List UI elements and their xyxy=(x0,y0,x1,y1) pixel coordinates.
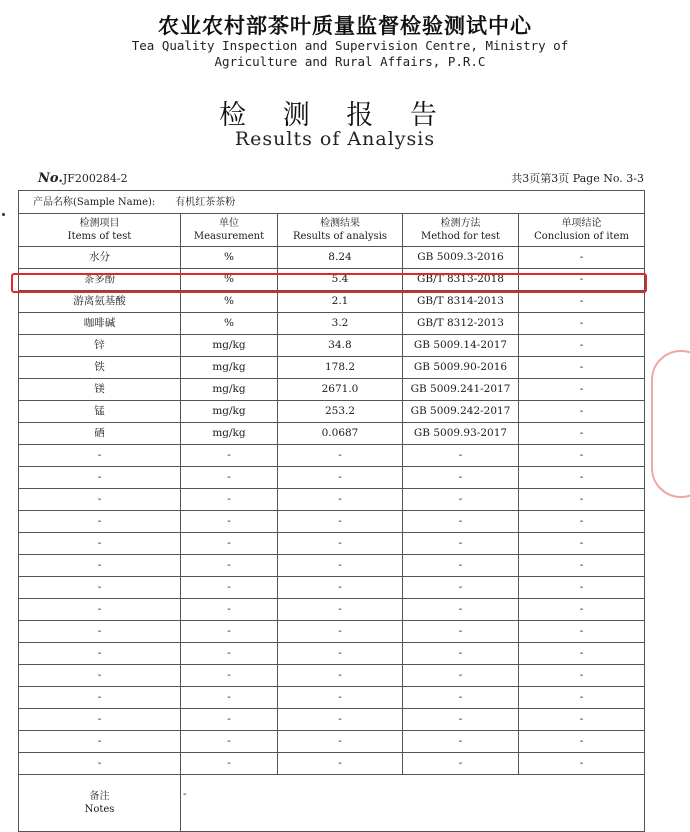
cell-item: 锌 xyxy=(19,335,181,357)
cell-result: - xyxy=(278,687,403,709)
cell-item: 锰 xyxy=(19,401,181,423)
cell-conclusion: - xyxy=(519,731,645,753)
cell-conclusion: - xyxy=(519,621,645,643)
cell-unit: % xyxy=(181,247,278,269)
cell-unit: - xyxy=(181,511,278,533)
table-row xyxy=(19,511,645,533)
cell-item: - xyxy=(19,687,181,709)
col-header-result xyxy=(278,214,403,247)
cell-item: 游离氨基酸 xyxy=(19,291,181,313)
table-row xyxy=(19,753,645,775)
cell-result: 253.2 xyxy=(278,401,403,423)
sample-name-cell xyxy=(19,191,645,214)
col-header-item-cn: 检测项目 xyxy=(79,218,120,229)
cell-conclusion: - xyxy=(519,269,645,291)
notes-label xyxy=(19,775,181,832)
sample-name-value: 有机红茶茶粉 xyxy=(175,196,236,208)
cell-unit: - xyxy=(181,731,278,753)
cell-result: - xyxy=(278,731,403,753)
table-row xyxy=(19,687,645,709)
cell-conclusion: - xyxy=(519,401,645,423)
cell-item: - xyxy=(19,709,181,731)
cell-result: 0.0687 xyxy=(278,423,403,445)
cell-item: 镁 xyxy=(19,379,181,401)
cell-conclusion: - xyxy=(519,643,645,665)
cell-result: - xyxy=(278,643,403,665)
results-table xyxy=(18,190,645,832)
cell-method: GB/T 8312-2013 xyxy=(403,313,519,335)
cell-unit: - xyxy=(181,599,278,621)
cell-conclusion: - xyxy=(519,555,645,577)
col-header-result-en: Results of analysis xyxy=(292,231,388,242)
cell-unit: mg/kg xyxy=(181,379,278,401)
cell-result: - xyxy=(278,555,403,577)
col-header-unit-en: Measurement xyxy=(193,231,265,242)
cell-unit: - xyxy=(181,555,278,577)
table-row xyxy=(19,489,645,511)
cell-result: - xyxy=(278,467,403,489)
cell-result: - xyxy=(278,533,403,555)
cell-conclusion: - xyxy=(519,379,645,401)
cell-item: - xyxy=(19,621,181,643)
cell-item: - xyxy=(19,555,181,577)
org-title-en-line2: Agriculture and Rural Affairs, P.R.C xyxy=(214,54,486,69)
table-row xyxy=(19,291,645,313)
cell-unit: - xyxy=(181,621,278,643)
cell-item: 铁 xyxy=(19,357,181,379)
col-header-item-en: Items of test xyxy=(67,231,132,242)
notes-label-en: Notes xyxy=(84,804,115,815)
col-header-method-en: Method for test xyxy=(421,231,500,242)
cell-method: GB 5009.241-2017 xyxy=(403,379,519,401)
cell-conclusion: - xyxy=(519,533,645,555)
cell-result: - xyxy=(278,511,403,533)
cell-method: - xyxy=(403,467,519,489)
cell-conclusion: - xyxy=(519,357,645,379)
cell-conclusion: - xyxy=(519,577,645,599)
cell-conclusion: - xyxy=(519,335,645,357)
notes-label-cn: 备注 xyxy=(89,791,110,802)
report-title-en: Results of Analysis xyxy=(234,128,436,150)
cell-method: - xyxy=(403,577,519,599)
cell-unit: - xyxy=(181,753,278,775)
col-header-conclusion-cn: 单项结论 xyxy=(561,218,602,229)
table-row xyxy=(19,335,645,357)
table-row xyxy=(19,401,645,423)
cell-unit: - xyxy=(181,533,278,555)
cell-method: - xyxy=(403,489,519,511)
cell-conclusion: - xyxy=(519,665,645,687)
table-row xyxy=(19,643,645,665)
cell-method: - xyxy=(403,445,519,467)
cell-method: GB 5009.93-2017 xyxy=(403,423,519,445)
table-row xyxy=(19,665,645,687)
cell-unit: - xyxy=(181,467,278,489)
table-row xyxy=(19,599,645,621)
cell-result: - xyxy=(278,665,403,687)
cell-result: - xyxy=(278,577,403,599)
cell-result: 8.24 xyxy=(278,247,403,269)
cell-result: - xyxy=(278,621,403,643)
table-row xyxy=(19,731,645,753)
cell-result: 5.4 xyxy=(278,269,403,291)
cell-unit: mg/kg xyxy=(181,335,278,357)
cell-unit: - xyxy=(181,687,278,709)
org-title-en-line1: Tea Quality Inspection and Supervision Centre, Ministry of xyxy=(131,38,569,53)
cell-item: - xyxy=(19,643,181,665)
cell-unit: mg/kg xyxy=(181,357,278,379)
cell-result: 3.2 xyxy=(278,313,403,335)
cell-method: - xyxy=(403,643,519,665)
cell-item: - xyxy=(19,445,181,467)
cell-method: - xyxy=(403,687,519,709)
cell-conclusion: - xyxy=(519,247,645,269)
cell-method: GB 5009.242-2017 xyxy=(403,401,519,423)
cell-method: GB 5009.14-2017 xyxy=(403,335,519,357)
table-row xyxy=(19,313,645,335)
table-row xyxy=(19,467,645,489)
table-row xyxy=(19,247,645,269)
table-row xyxy=(19,555,645,577)
cell-conclusion: - xyxy=(519,687,645,709)
org-title-cn: 农业农村部茶叶质量监督检验测试中心 xyxy=(158,14,532,38)
cell-unit: - xyxy=(181,577,278,599)
margin-dot xyxy=(2,213,5,216)
cell-unit: - xyxy=(181,709,278,731)
sample-name-row xyxy=(19,191,645,214)
cell-method: - xyxy=(403,555,519,577)
cell-unit: mg/kg xyxy=(181,401,278,423)
cell-unit: - xyxy=(181,489,278,511)
cell-result: - xyxy=(278,489,403,511)
table-row xyxy=(19,621,645,643)
cell-method: - xyxy=(403,599,519,621)
report-number xyxy=(38,171,128,186)
page-info: 共3页第3页 Page No. 3-3 xyxy=(511,172,644,185)
col-header-method xyxy=(403,214,519,247)
cell-conclusion: - xyxy=(519,445,645,467)
table-row xyxy=(19,269,645,291)
table-row xyxy=(19,533,645,555)
cell-method: - xyxy=(403,709,519,731)
report-number-mark: No. xyxy=(38,171,63,186)
cell-item: 硒 xyxy=(19,423,181,445)
notes-value: - xyxy=(181,775,645,832)
cell-item: 水分 xyxy=(19,247,181,269)
cell-unit: - xyxy=(181,643,278,665)
red-seal-stamp xyxy=(651,350,690,498)
cell-method: - xyxy=(403,731,519,753)
col-header-item xyxy=(19,214,181,247)
table-row xyxy=(19,577,645,599)
cell-conclusion: - xyxy=(519,511,645,533)
table-row xyxy=(19,709,645,731)
cell-item: - xyxy=(19,467,181,489)
cell-method: - xyxy=(403,533,519,555)
cell-method: - xyxy=(403,511,519,533)
cell-conclusion: - xyxy=(519,599,645,621)
cell-item: - xyxy=(19,489,181,511)
cell-unit: mg/kg xyxy=(181,423,278,445)
table-header-row xyxy=(19,214,645,247)
cell-item: 咖啡碱 xyxy=(19,313,181,335)
cell-result: - xyxy=(278,709,403,731)
cell-item: - xyxy=(19,511,181,533)
cell-method: GB/T 8313-2018 xyxy=(403,269,519,291)
cell-unit: % xyxy=(181,291,278,313)
cell-item: - xyxy=(19,665,181,687)
cell-item: - xyxy=(19,599,181,621)
cell-result: - xyxy=(278,599,403,621)
table-row xyxy=(19,379,645,401)
cell-conclusion: - xyxy=(519,313,645,335)
notes-row xyxy=(19,775,645,832)
cell-item: 茶多酚 xyxy=(19,269,181,291)
cell-method: - xyxy=(403,753,519,775)
cell-result: 34.8 xyxy=(278,335,403,357)
cell-conclusion: - xyxy=(519,709,645,731)
sample-name-label: 产品名称(Sample Name): xyxy=(33,196,156,208)
cell-item: - xyxy=(19,533,181,555)
cell-conclusion: - xyxy=(519,423,645,445)
col-header-unit-cn: 单位 xyxy=(219,218,239,229)
col-header-method-cn: 检测方法 xyxy=(440,218,481,229)
cell-conclusion: - xyxy=(519,291,645,313)
cell-unit: - xyxy=(181,665,278,687)
col-header-conclusion xyxy=(519,214,645,247)
table-row xyxy=(19,445,645,467)
cell-conclusion: - xyxy=(519,489,645,511)
cell-result: 2671.0 xyxy=(278,379,403,401)
report-title-cn: 检 测 报 告 xyxy=(219,100,451,131)
cell-item: - xyxy=(19,577,181,599)
cell-unit: % xyxy=(181,313,278,335)
col-header-unit xyxy=(181,214,278,247)
cell-method: - xyxy=(403,665,519,687)
col-header-conclusion-en: Conclusion of item xyxy=(534,231,629,242)
cell-item: - xyxy=(19,753,181,775)
cell-unit: % xyxy=(181,269,278,291)
cell-conclusion: - xyxy=(519,753,645,775)
cell-result: 178.2 xyxy=(278,357,403,379)
cell-conclusion: - xyxy=(519,467,645,489)
report-number-value: JF200284-2 xyxy=(62,172,128,185)
cell-method: GB 5009.3-2016 xyxy=(403,247,519,269)
cell-method: GB/T 8314-2013 xyxy=(403,291,519,313)
cell-result: 2.1 xyxy=(278,291,403,313)
table-row xyxy=(19,423,645,445)
cell-method: GB 5009.90-2016 xyxy=(403,357,519,379)
org-title-en xyxy=(100,38,600,70)
cell-result: - xyxy=(278,445,403,467)
cell-result: - xyxy=(278,753,403,775)
cell-item: - xyxy=(19,731,181,753)
cell-method: - xyxy=(403,621,519,643)
cell-unit: - xyxy=(181,445,278,467)
table-row xyxy=(19,357,645,379)
col-header-result-cn: 检测结果 xyxy=(320,218,360,229)
